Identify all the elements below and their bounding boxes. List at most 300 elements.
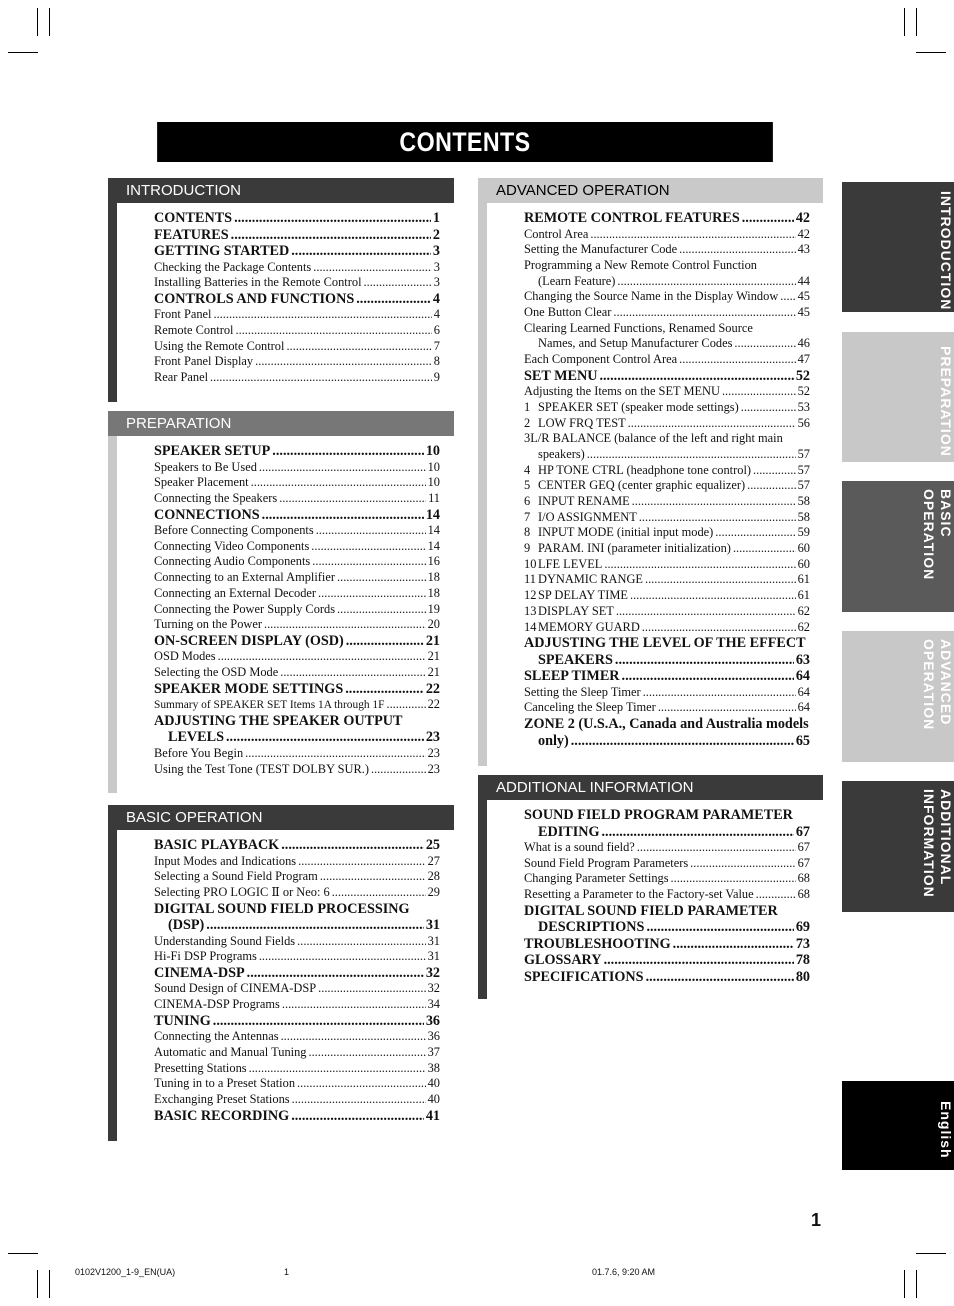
- dot-leader: [262, 507, 424, 524]
- toc-entry-page: 36: [425, 1012, 440, 1029]
- dot-leader: [281, 837, 424, 854]
- section-heading: ADVANCED OPERATION: [478, 178, 823, 203]
- toc-entry-title: SP DELAY TIME: [538, 588, 628, 603]
- toc-entry-title: PARAM. INI (parameter initialization): [538, 541, 731, 556]
- toc-entry-title: (DSP): [168, 917, 205, 934]
- toc-entry-page: 40: [427, 1076, 440, 1091]
- toc-entry[interactable]: [524, 384, 810, 400]
- dot-leader: [780, 289, 795, 305]
- toc-entry[interactable]: [524, 431, 810, 447]
- toc-entry-title: Selecting the OSD Mode: [154, 665, 279, 680]
- toc-entry-title: Changing the Source Name in the Display Window: [524, 289, 779, 304]
- toc-entry-page: 73: [795, 935, 810, 952]
- toc-entry[interactable]: [154, 665, 440, 681]
- toc-entry[interactable]: [524, 557, 810, 573]
- toc-entry[interactable]: [154, 586, 440, 602]
- crop-mark: [916, 8, 917, 36]
- toc-entry[interactable]: [154, 491, 440, 507]
- dot-leader: [617, 274, 795, 290]
- toc-entry[interactable]: [154, 649, 440, 665]
- side-tab-label: English: [938, 1100, 954, 1159]
- toc-entry-number: 11: [524, 572, 536, 587]
- toc-entry-title: REMOTE CONTROL FEATURES: [524, 210, 740, 226]
- toc-entry[interactable]: [154, 1045, 440, 1061]
- page-number: 1: [811, 1210, 822, 1230]
- toc-entry-page: 59: [797, 525, 810, 540]
- toc-entry[interactable]: [524, 700, 810, 716]
- toc-entry[interactable]: [524, 936, 810, 953]
- toc-entry[interactable]: [154, 949, 440, 965]
- toc-entry-number: 8: [524, 525, 531, 540]
- toc-entry[interactable]: [524, 919, 810, 936]
- toc-entry[interactable]: [154, 539, 440, 555]
- toc-entry[interactable]: [524, 227, 810, 243]
- toc-entry[interactable]: [524, 541, 810, 557]
- toc-entry-title: TROUBLESHOOTING: [524, 935, 671, 952]
- toc-list: [524, 807, 810, 985]
- toc-entry[interactable]: [154, 981, 440, 997]
- toc-entry-page: 60: [797, 556, 810, 571]
- toc-entry[interactable]: [524, 604, 810, 620]
- toc-entry-page: 57: [797, 462, 810, 477]
- toc-entry-page: 45: [797, 304, 810, 319]
- page-title: CONTENTS: [157, 122, 773, 162]
- toc-list: [154, 837, 440, 1124]
- dot-leader: [280, 665, 425, 681]
- dot-leader: [613, 305, 795, 321]
- toc-entry-page: 8: [433, 354, 440, 369]
- toc-entry-title: Connecting Video Components: [154, 538, 310, 553]
- toc-entry-page: 28: [427, 869, 440, 884]
- toc-entry-title: ADJUSTING THE SPEAKER OUTPUT: [154, 712, 403, 729]
- toc-entry-title: CONNECTIONS: [154, 506, 260, 523]
- toc-entry-title: Connecting an External Decoder: [154, 585, 317, 600]
- section-heading: ADDITIONAL INFORMATION: [478, 775, 823, 800]
- dot-leader: [291, 1108, 424, 1125]
- toc-entry-title: ZONE 2 (U.S.A., Canada and Australia models: [524, 716, 809, 733]
- toc-entry-title: CONTENTS: [154, 210, 233, 226]
- section-preparation: [108, 411, 454, 793]
- toc-entry-page: 1: [432, 210, 440, 226]
- toc-entry[interactable]: [524, 400, 810, 416]
- toc-entry-page: 10: [427, 475, 440, 490]
- toc-entry[interactable]: [524, 620, 810, 636]
- toc-entry[interactable]: [154, 1076, 440, 1092]
- toc-entry[interactable]: [154, 370, 440, 386]
- toc-entry-number: 6: [524, 494, 531, 508]
- toc-entry-title: CINEMA-DSP: [154, 964, 245, 981]
- toc-entry[interactable]: [154, 681, 440, 698]
- crop-mark: [916, 52, 946, 53]
- footer-page: 1: [284, 1267, 290, 1277]
- toc-entry[interactable]: [154, 323, 440, 339]
- toc-entry[interactable]: [524, 416, 810, 432]
- toc-entry[interactable]: [524, 952, 810, 969]
- toc-entry-title: Connecting to an External Amplifier: [154, 570, 335, 585]
- toc-entry-page: 62: [797, 619, 810, 634]
- toc-entry-page: 23: [427, 761, 440, 776]
- crop-mark: [49, 1270, 50, 1298]
- dot-leader: [213, 1013, 424, 1030]
- toc-entry[interactable]: [524, 463, 810, 479]
- dot-leader: [734, 336, 795, 352]
- dot-leader: [630, 588, 796, 604]
- toc-entry-title: MEMORY GUARD: [538, 619, 640, 634]
- toc-entry[interactable]: [524, 807, 810, 824]
- toc-entry-page: 78: [795, 952, 810, 969]
- dot-leader: [356, 291, 431, 308]
- toc-entry[interactable]: [154, 354, 440, 370]
- toc-entry[interactable]: [154, 633, 440, 650]
- toc-entry-page: 19: [427, 601, 440, 616]
- toc-entry[interactable]: [154, 523, 440, 539]
- toc-entry-page: 23: [427, 745, 440, 760]
- toc-entry-page: 37: [427, 1045, 440, 1059]
- side-tab-preparation[interactable]: [842, 332, 954, 462]
- toc-entry-number: 2: [524, 415, 531, 430]
- toc-entry-page: 80: [795, 968, 810, 985]
- toc-entry[interactable]: [524, 856, 810, 872]
- toc-entry[interactable]: [154, 885, 440, 901]
- dot-leader: [679, 242, 795, 258]
- toc-entry-page: 46: [797, 336, 810, 351]
- toc-entry[interactable]: [524, 242, 810, 258]
- dot-leader: [255, 354, 432, 370]
- toc-entry-page: 56: [797, 415, 810, 430]
- toc-entry-title: OSD Modes: [154, 649, 216, 664]
- toc-entry-page: 27: [427, 853, 440, 868]
- toc-entry-title: HP TONE CTRL (headphone tone control): [538, 462, 752, 477]
- toc-entry[interactable]: [154, 854, 440, 870]
- toc-entry[interactable]: [524, 685, 810, 701]
- toc-entry[interactable]: [154, 1108, 440, 1125]
- dot-leader: [286, 339, 431, 355]
- toc-entry[interactable]: [524, 321, 810, 337]
- toc-entry[interactable]: [524, 274, 810, 290]
- toc-entry[interactable]: [154, 934, 440, 950]
- toc-entry[interactable]: [154, 617, 440, 633]
- dot-leader: [318, 586, 426, 602]
- toc-entry[interactable]: [524, 969, 810, 986]
- dot-leader: [645, 572, 796, 588]
- dot-leader: [298, 854, 425, 870]
- toc-entry[interactable]: [154, 1029, 440, 1045]
- toc-entry-title: Sound Field Program Parameters: [524, 855, 689, 870]
- toc-entry[interactable]: [524, 510, 810, 526]
- toc-entry-page: 40: [427, 1092, 440, 1107]
- toc-entry-page: 38: [427, 1060, 440, 1075]
- toc-entry-number: 4: [524, 462, 531, 477]
- toc-entry-page: 41: [425, 1107, 440, 1124]
- toc-entry[interactable]: [154, 275, 440, 291]
- toc-entry[interactable]: [154, 1061, 440, 1077]
- toc-entry-title: Hi-Fi DSP Programs: [154, 949, 257, 964]
- toc-entry[interactable]: [154, 1092, 440, 1108]
- toc-entry[interactable]: [524, 887, 810, 903]
- toc-entry-title: Front Panel Display: [154, 354, 254, 369]
- toc-entry-number: 12: [524, 588, 537, 603]
- dot-leader: [364, 275, 432, 291]
- side-tab-label: BASIC OPERATION: [921, 489, 954, 581]
- crop-mark: [904, 1270, 905, 1298]
- toc-entry[interactable]: [154, 260, 440, 276]
- toc-entry[interactable]: [154, 1013, 440, 1030]
- dot-leader: [722, 384, 796, 400]
- toc-entry[interactable]: [524, 824, 810, 841]
- dot-leader: [590, 227, 795, 243]
- toc-entry-title: SPEAKER MODE SETTINGS: [154, 680, 344, 697]
- dot-leader: [747, 478, 796, 494]
- toc-entry-page: 14: [425, 506, 440, 523]
- toc-entry-title: DESCRIPTIONS: [538, 919, 645, 936]
- toc-entry[interactable]: [154, 746, 440, 762]
- toc-entry-title: BASIC PLAYBACK: [154, 837, 280, 853]
- toc-entry-title: GLOSSARY: [524, 952, 602, 969]
- side-tab-introduction[interactable]: [842, 182, 954, 312]
- toc-entry-number: 14: [524, 619, 537, 634]
- toc-entry-page: 3: [433, 259, 440, 274]
- toc-entry[interactable]: [154, 291, 440, 308]
- toc-entry-page: 69: [795, 919, 810, 936]
- toc-entry-page: 44: [797, 273, 810, 288]
- toc-entry-page: 61: [797, 588, 810, 603]
- dot-leader: [658, 700, 796, 716]
- toc-entry[interactable]: [524, 588, 810, 604]
- toc-entry-page: 18: [427, 570, 440, 585]
- toc-entry[interactable]: [154, 307, 440, 323]
- toc-entry[interactable]: [154, 697, 440, 713]
- toc-entry-page: 23: [425, 729, 440, 746]
- toc-entry-page: 34: [427, 997, 440, 1012]
- toc-entry[interactable]: [524, 733, 810, 750]
- toc-entry[interactable]: [524, 525, 810, 541]
- toc-entry[interactable]: [524, 447, 810, 463]
- dot-leader: [639, 510, 796, 526]
- dot-leader: [291, 243, 431, 260]
- side-tab-english[interactable]: [842, 1081, 954, 1170]
- toc-entry-title: INPUT RENAME: [538, 494, 630, 508]
- side-tab-label: PREPARATION: [938, 345, 954, 457]
- toc-entry[interactable]: [154, 869, 440, 885]
- toc-entry[interactable]: [524, 572, 810, 588]
- dot-leader: [292, 1092, 426, 1108]
- toc-entry-page: 58: [797, 509, 810, 524]
- toc-entry[interactable]: [524, 494, 810, 510]
- toc-entry-title: Speaker Placement: [154, 475, 249, 490]
- toc-entry-page: 57: [797, 446, 810, 461]
- dot-leader: [643, 685, 796, 701]
- toc-entry[interactable]: [154, 507, 440, 524]
- toc-entry-page: 4: [432, 290, 440, 307]
- toc-entry-title: Connecting the Power Supply Cords: [154, 601, 336, 616]
- toc-entry[interactable]: [154, 460, 440, 476]
- toc-entry[interactable]: [154, 475, 440, 491]
- toc-entry-page: 4: [433, 307, 440, 322]
- toc-entry-page: 52: [797, 384, 810, 399]
- dot-leader: [741, 400, 796, 416]
- toc-entry[interactable]: [154, 570, 440, 586]
- dot-leader: [279, 491, 426, 507]
- toc-entry-page: 65: [795, 732, 810, 749]
- toc-entry[interactable]: [154, 243, 440, 260]
- toc-entry[interactable]: [154, 729, 440, 746]
- dot-leader: [615, 652, 794, 669]
- toc-entry[interactable]: [154, 602, 440, 618]
- toc-entry-title: Setting the Manufacturer Code: [524, 242, 678, 257]
- toc-entry-page: 25: [425, 837, 440, 853]
- toc-entry-title: Using the Remote Control: [154, 338, 285, 353]
- toc-entry[interactable]: [524, 871, 810, 887]
- toc-entry-title: LOW FRQ TEST: [538, 415, 626, 430]
- crop-mark: [49, 8, 50, 36]
- section-additional-information: [478, 775, 823, 999]
- crop-mark: [8, 1253, 38, 1254]
- toc-entry-title: SET MENU: [524, 367, 598, 384]
- toc-entry-title: Rear Panel: [154, 370, 209, 385]
- toc-entry-page: 63: [795, 651, 810, 668]
- toc-entry-title: BASIC RECORDING: [154, 1107, 290, 1124]
- toc-entry-page: 60: [797, 541, 810, 556]
- crop-mark: [904, 8, 905, 36]
- toc-entry-title: only): [538, 732, 569, 749]
- dot-leader: [646, 969, 794, 986]
- dot-leader: [637, 840, 796, 856]
- toc-entry-title: Each Component Control Area: [524, 352, 678, 366]
- toc-entry-title: L/R BALANCE (balance of the left and right main: [530, 431, 783, 446]
- toc-entry-page: 31: [427, 949, 440, 964]
- toc-entry-title: Before You Begin: [154, 745, 244, 760]
- dot-leader: [308, 1045, 425, 1061]
- toc-entry[interactable]: [154, 339, 440, 355]
- section-advanced-operation: [478, 178, 823, 766]
- toc-entry-page: 68: [797, 871, 810, 886]
- toc-entry[interactable]: [524, 352, 810, 368]
- toc-entry[interactable]: [154, 901, 440, 918]
- dot-leader: [337, 602, 426, 618]
- toc-entry-title: Remote Control: [154, 323, 234, 338]
- toc-entry[interactable]: [524, 305, 810, 321]
- toc-entry-title: Before Connecting Components: [154, 523, 314, 538]
- toc-entry-title: SPEAKER SET (speaker mode settings): [538, 399, 739, 414]
- toc-entry-title: Selecting a Sound Field Program: [154, 869, 318, 884]
- toc-entry-number: 3: [524, 431, 531, 446]
- toc-entry[interactable]: [524, 478, 810, 494]
- toc-entry-page: 47: [797, 352, 810, 366]
- toc-entry[interactable]: [154, 917, 440, 934]
- toc-entry-title: SPEAKERS: [538, 651, 613, 668]
- section-basic-operation: [108, 805, 454, 1141]
- crop-mark: [8, 52, 38, 53]
- side-tab-advanced-operation[interactable]: [842, 631, 954, 762]
- toc-entry-page: 21: [425, 632, 440, 649]
- toc-entry-page: 53: [797, 399, 810, 414]
- side-tab-basic-operation[interactable]: [842, 481, 954, 612]
- dot-leader: [281, 1029, 426, 1045]
- dot-leader: [756, 887, 796, 903]
- toc-entry-title: What is a sound field?: [524, 840, 635, 854]
- toc-entry-page: 3: [432, 243, 440, 259]
- toc-entry-title: Sound Design of CINEMA-DSP: [154, 981, 317, 996]
- toc-entry[interactable]: [524, 668, 810, 685]
- toc-entry-title: Setting the Sleep Timer: [524, 684, 641, 699]
- dot-leader: [320, 869, 426, 885]
- toc-entry[interactable]: [524, 289, 810, 305]
- dot-leader: [371, 762, 426, 778]
- toc-entry[interactable]: [154, 443, 440, 460]
- crop-mark: [37, 1270, 38, 1298]
- dot-leader: [587, 447, 796, 463]
- toc-entry[interactable]: [154, 227, 440, 244]
- section-bar: [108, 436, 117, 793]
- toc-entry[interactable]: [524, 635, 810, 652]
- toc-entry-page: 64: [797, 684, 810, 699]
- toc-entry[interactable]: [524, 368, 810, 385]
- toc-entry[interactable]: [154, 554, 440, 570]
- toc-entry-page: 31: [425, 917, 440, 934]
- toc-entry-title: DIGITAL SOUND FIELD PROCESSING: [154, 900, 410, 917]
- toc-entry-page: 3: [433, 275, 440, 290]
- toc-entry-title: Speakers to Be Used: [154, 459, 257, 474]
- crop-mark: [916, 1253, 946, 1254]
- dot-leader: [231, 227, 431, 244]
- toc-entry[interactable]: [524, 336, 810, 352]
- toc-entry[interactable]: [154, 997, 440, 1013]
- crop-mark: [916, 1270, 917, 1298]
- toc-entry[interactable]: [524, 903, 810, 920]
- toc-entry-page: 22: [427, 697, 440, 712]
- toc-entry-page: 68: [797, 887, 810, 902]
- toc-entry-title: Installing Batteries in the Remote Control: [154, 275, 362, 290]
- toc-entry[interactable]: [154, 713, 440, 730]
- toc-entry[interactable]: [524, 840, 810, 856]
- dot-leader: [571, 733, 794, 750]
- toc-entry-title: Front Panel: [154, 307, 212, 322]
- toc-entry[interactable]: [524, 258, 810, 274]
- toc-entry[interactable]: [524, 716, 810, 733]
- toc-entry-title: Connecting Audio Components: [154, 554, 311, 569]
- dot-leader: [316, 523, 426, 539]
- toc-entry[interactable]: [154, 762, 440, 778]
- toc-entry-page: 31: [427, 933, 440, 948]
- dot-leader: [622, 668, 794, 685]
- toc-entry-title: SOUND FIELD PROGRAM PARAMETER: [524, 807, 793, 823]
- dot-leader: [259, 460, 426, 476]
- dot-leader: [297, 934, 425, 950]
- dot-leader: [386, 697, 425, 713]
- toc-entry[interactable]: [154, 965, 440, 982]
- toc-entry[interactable]: [154, 837, 440, 854]
- toc-entry-title: (Learn Feature): [538, 273, 616, 288]
- dot-leader: [628, 416, 796, 432]
- toc-entry-title: ON-SCREEN DISPLAY (OSD): [154, 632, 344, 649]
- toc-entry-page: 32: [425, 964, 440, 981]
- dot-leader: [297, 1076, 426, 1092]
- dot-leader: [733, 541, 796, 557]
- toc-entry-page: 7: [433, 338, 440, 353]
- toc-entry-page: 21: [427, 665, 440, 680]
- dot-leader: [249, 1061, 426, 1077]
- toc-entry-title: SPEAKER SETUP: [154, 443, 271, 459]
- side-tab-additional-information[interactable]: [842, 781, 954, 912]
- toc-entry-page: 6: [433, 323, 440, 338]
- dot-leader: [646, 919, 793, 936]
- toc-entry-page: 2: [432, 226, 440, 243]
- toc-entry-title: Resetting a Parameter to the Factory-set Value: [524, 887, 754, 902]
- toc-entry[interactable]: [154, 210, 440, 227]
- crop-mark: [37, 8, 38, 36]
- toc-entry[interactable]: [524, 652, 810, 669]
- toc-entry[interactable]: [524, 210, 810, 227]
